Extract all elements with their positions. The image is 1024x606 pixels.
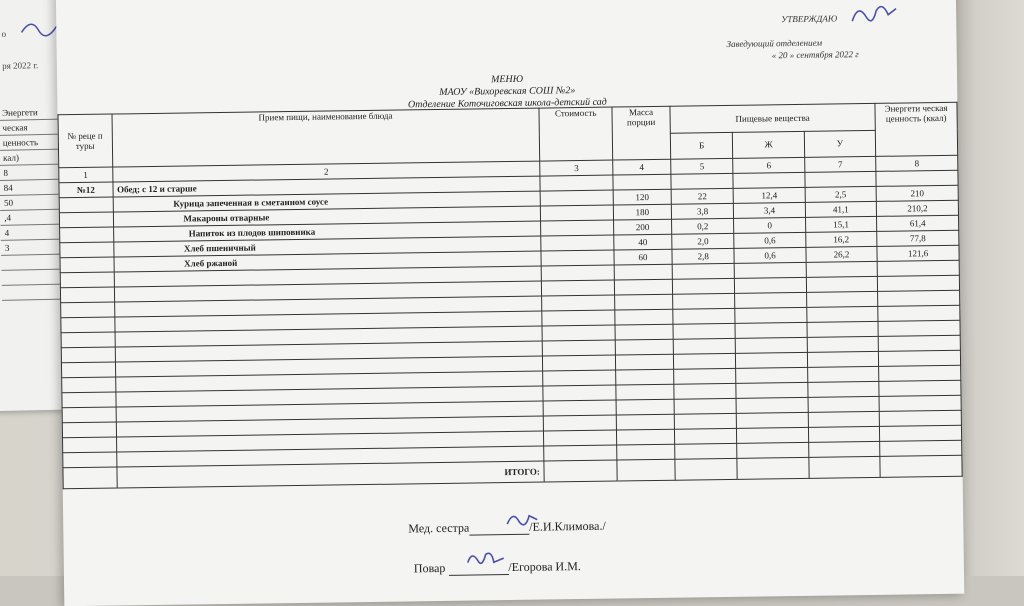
dish-name: Курица запеченная в сметанном соусе [113, 191, 541, 212]
department-name: Отделение Коточиговская школа-детский сад [407, 96, 607, 111]
left-sheet-colnum: 8 [0, 163, 130, 181]
dish-name: Напиток из плодов шиповника [113, 221, 541, 242]
cook-name: /Егорова И.М. [508, 559, 581, 575]
header-energy: Энергети ческая ценность (ккал) [875, 102, 958, 156]
left-sheet-value: ,4 [0, 208, 130, 226]
director-signature-icon [846, 0, 906, 31]
menu-sheet [56, 0, 965, 606]
header-dish-name: Прием пищи, наименование блюда [112, 108, 540, 167]
dish-carbs: 15,1 [805, 216, 877, 232]
left-sheet-header: кал) [0, 148, 129, 166]
dish-protein: 2,0 [672, 233, 735, 249]
header-mass: Масса порции [612, 106, 671, 160]
school-name: МАОУ «Вихоревская СОШ №2» [439, 85, 576, 98]
dish-kcal: 77,8 [877, 230, 959, 246]
left-sheet-header: ценность [0, 133, 129, 151]
left-sheet-header: ческая [0, 118, 129, 136]
colnum: 2 [112, 161, 540, 182]
colnum: 5 [671, 158, 734, 174]
dish-protein: 3,8 [671, 203, 734, 219]
left-sheet-value: 50 [0, 193, 130, 211]
left-sheet-header: Энергети [0, 103, 128, 121]
meal-label: Обед; с 12 и старше [112, 176, 540, 197]
header-cost: Стоимость [539, 107, 612, 161]
colnum: 8 [876, 155, 958, 171]
cook-label: Повар [413, 560, 446, 576]
left-sheet-value: 4 [1, 223, 131, 241]
dish-carbs: 26,2 [806, 246, 878, 262]
dish-protein: 22 [671, 188, 734, 204]
left-sheet-top-text: о [1, 28, 7, 39]
nurse-label: Мед. сестра [408, 520, 470, 536]
left-sheet-value: 3 [1, 238, 131, 256]
header-carbs: У [804, 130, 876, 157]
colnum: 6 [733, 157, 805, 173]
header-fat: Ж [733, 131, 805, 158]
dish-kcal: 210 [876, 185, 958, 201]
dish-fat: 0 [734, 217, 806, 233]
colnum: 4 [613, 159, 671, 175]
dish-name: Хлеб пшеничный [113, 236, 541, 257]
dish-mass: 60 [614, 249, 672, 265]
dish-fat: 12,4 [734, 187, 806, 203]
dish-fat: 0,6 [734, 247, 806, 263]
dish-carbs: 16,2 [805, 231, 877, 247]
approve-label: УТВЕРЖДАЮ [781, 13, 838, 25]
dish-protein: 2,8 [672, 248, 735, 264]
dish-mass: 180 [613, 204, 671, 220]
header-protein: Б [670, 132, 733, 159]
header-nutrients: Пищевые вещества [670, 103, 876, 132]
dish-carbs: 41,1 [805, 201, 877, 217]
dish-mass: 40 [614, 234, 672, 250]
meal-number: №12 [59, 182, 113, 198]
left-sheet-date: ря 2022 г. [2, 60, 39, 71]
menu-title: МЕНЮ [490, 73, 524, 86]
dish-kcal: 121,6 [877, 245, 959, 261]
dish-kcal: 61,4 [877, 215, 959, 231]
dish-mass: 120 [613, 189, 671, 205]
nurse-signature-icon [503, 506, 543, 533]
colnum: 3 [540, 160, 613, 176]
cook-signature-icon [464, 546, 508, 573]
dish-mass: 200 [614, 219, 672, 235]
colnum: 7 [804, 156, 876, 172]
left-sheet-value: 84 [0, 178, 130, 196]
total-label: ИТОГО: [116, 461, 544, 488]
header-recipe-number: № реце п туры [58, 114, 112, 168]
dish-name: Хлеб ржаной [114, 251, 542, 272]
dish-carbs: 2,5 [805, 186, 877, 202]
dish-name: Макароны отварные [113, 206, 541, 227]
dish-kcal: 210,2 [876, 200, 958, 216]
menu-table [58, 102, 963, 490]
approve-date: « 20 » сентября 2022 г [771, 49, 859, 61]
colnum: 1 [59, 167, 113, 183]
dish-protein: 0,2 [671, 218, 734, 234]
position-label: Заведующий отделением [726, 37, 823, 49]
nurse-name: /Е.И.Климова./ [529, 518, 606, 534]
dish-fat: 0,6 [734, 232, 806, 248]
dish-fat: 3,4 [734, 202, 806, 218]
